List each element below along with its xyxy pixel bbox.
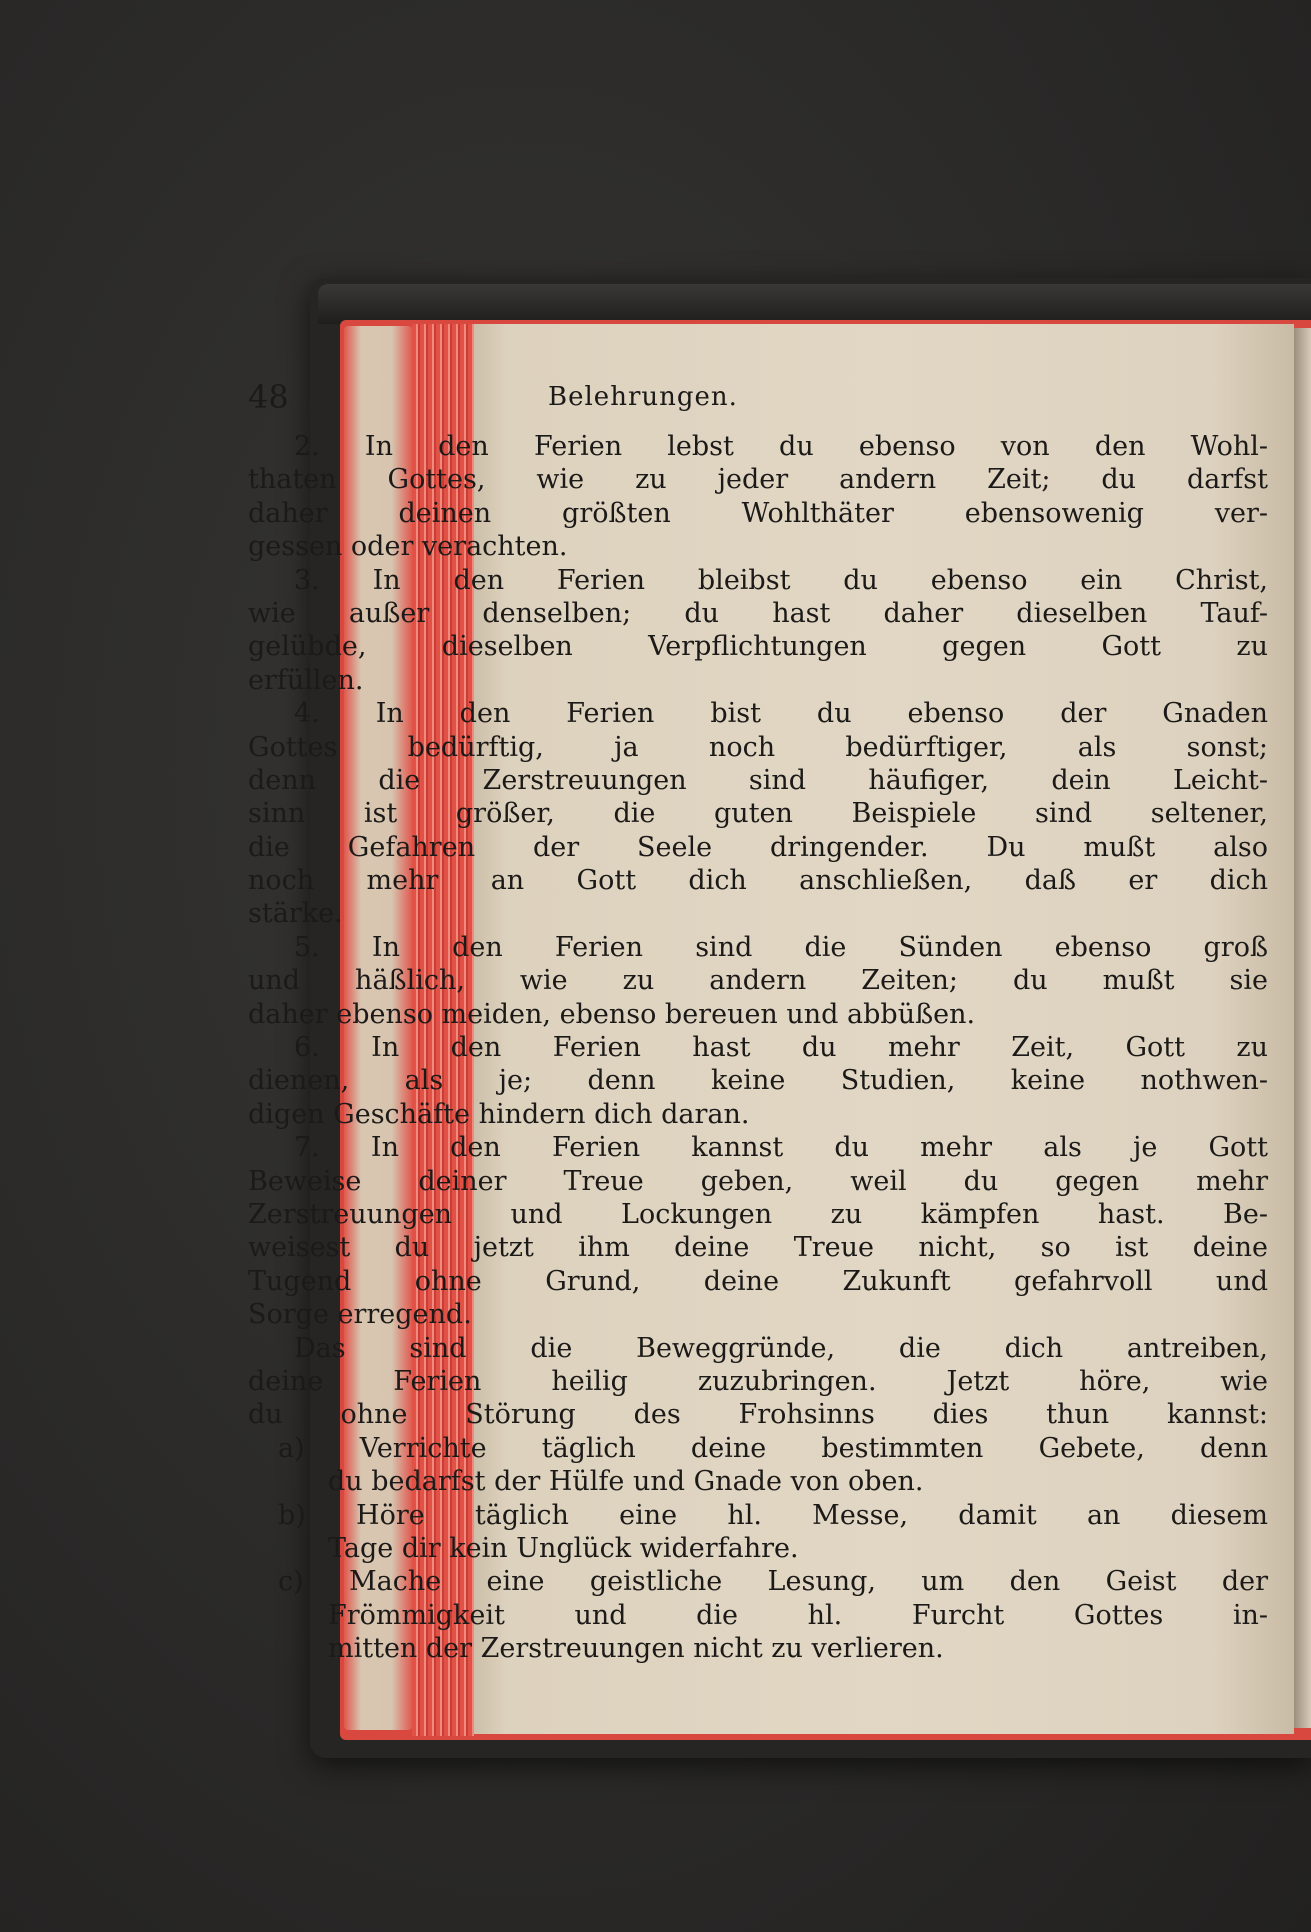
text-line: Tugend ohne Grund, deine Zukunft gefahrvoll und — [248, 1265, 1268, 1297]
text-line: daher deinen größten Wohlthäter ebensowenig ver- — [248, 497, 1268, 529]
text-line: erfüllen. — [248, 664, 364, 696]
text-line: daher ebenso meiden, ebenso bereuen und abbüßen. — [248, 998, 976, 1030]
list-item: Frömmigkeit und die hl. Furcht Gottes in- — [328, 1599, 1268, 1631]
page-text — [248, 378, 1268, 1665]
text-line: deine Ferien heilig zuzubringen. Jetzt höre, wie — [248, 1365, 1268, 1397]
page-gutter — [1294, 328, 1311, 1728]
text-line: 7. In den Ferien kannst du mehr als je Gott — [294, 1132, 1268, 1164]
list-item: du bedarfst der Hülfe und Gnade von oben. — [328, 1466, 924, 1498]
list-item: c) Mache eine geistliche Lesung, um den Geist der — [278, 1566, 1268, 1598]
text-line: digen Geschäfte hindern dich daran. — [248, 1098, 750, 1130]
list-item: Tage dir kein Unglück widerfahre. — [328, 1532, 799, 1564]
text-line: weisest du jetzt ihm deine Treue nicht, so ist deine — [248, 1232, 1268, 1264]
running-head: Belehrungen. — [548, 382, 738, 412]
text-line: Das sind die Beweggründe, die dich antreiben, — [294, 1332, 1268, 1364]
text-line: stärke. — [248, 898, 343, 930]
text-line: noch mehr an Gott dich anschließen, daß er dich — [248, 865, 1268, 897]
text-line: gelübde, dieselben Verpflichtungen gegen Gott zu — [248, 631, 1268, 663]
text-line: du ohne Störung des Frohsinns dies thun kannst: — [248, 1399, 1268, 1431]
text-line: Sorge erregend. — [248, 1299, 472, 1331]
text-line: und häßlich, wie zu andern Zeiten; du mußt sie — [248, 965, 1268, 997]
text-line: thaten Gottes, wie zu jeder andern Zeit; du darfst — [248, 464, 1268, 496]
book-cover-top-edge — [318, 284, 1311, 324]
text-line: wie außer denselben; du hast daher dieselben Tauf- — [248, 597, 1268, 629]
text-line: dienen, als je; denn keine Studien, keine nothwen- — [248, 1065, 1268, 1097]
text-line: 3. In den Ferien bleibst du ebenso ein Christ, — [294, 564, 1268, 596]
text-line: Beweise deiner Treue geben, weil du gegen mehr — [248, 1165, 1268, 1197]
page-header — [248, 378, 1268, 430]
text-line: gessen oder verachten. — [248, 531, 568, 563]
text-line: Gottes bedürftig, ja noch bedürftiger, als sonst; — [248, 731, 1268, 763]
list-item: b) Höre täglich eine hl. Messe, damit an diesem — [278, 1499, 1268, 1531]
text-line: sinn ist größer, die guten Beispiele sind seltener, — [248, 798, 1268, 830]
text-line: Zerstreuungen und Lockungen zu kämpfen hast. Be- — [248, 1198, 1268, 1230]
text-line: 6. In den Ferien hast du mehr Zeit, Gott zu — [294, 1032, 1268, 1064]
text-line: 4. In den Ferien bist du ebenso der Gnaden — [294, 698, 1268, 730]
list-item: a) Verrichte täglich deine bestimmten Gebete, denn — [278, 1432, 1268, 1464]
text-line: 5. In den Ferien sind die Sünden ebenso groß — [294, 931, 1268, 963]
text-line: denn die Zerstreuungen sind häufiger, dein Leicht- — [248, 764, 1268, 796]
list-item: mitten der Zerstreuungen nicht zu verlieren. — [328, 1633, 944, 1665]
page-number: 48 — [248, 378, 289, 416]
text-line: 2. In den Ferien lebst du ebenso von den Wohl- — [294, 431, 1268, 462]
text-line: die Gefahren der Seele dringender. Du mußt also — [248, 831, 1268, 863]
